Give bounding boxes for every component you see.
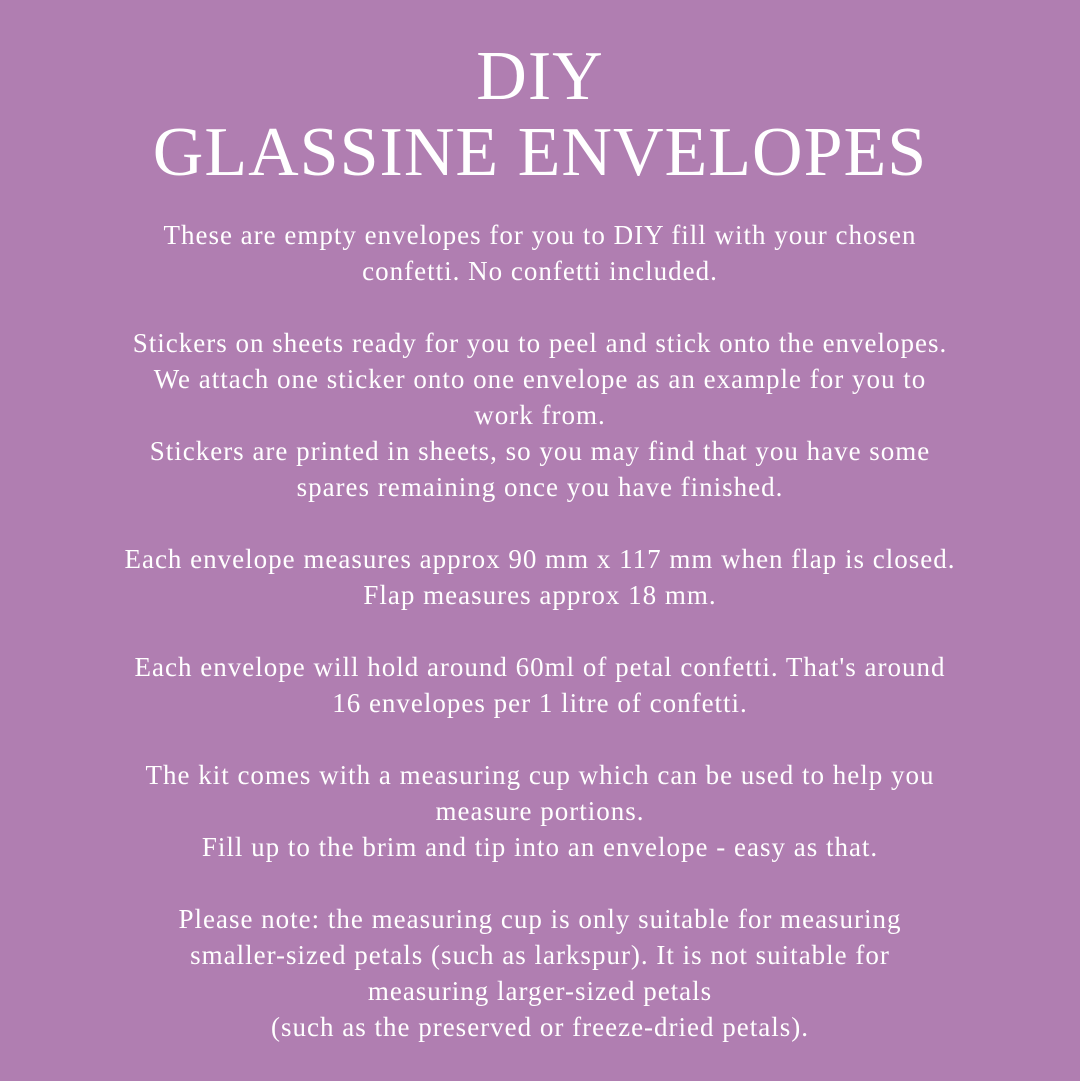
intro-paragraph: [0, 217, 1080, 289]
measuring-cup-line: Fill up to the brim and tip into an envelope - easy as that.: [201, 832, 879, 862]
capacity-paragraph: [0, 649, 1080, 721]
stickers-line: We attach one sticker onto one envelope as an example for you to: [153, 364, 927, 394]
note-line: Please note: the measuring cup is only suitable for measuring: [178, 904, 902, 934]
note-line: measuring larger-sized petals: [367, 976, 713, 1006]
capacity-line: Each envelope will hold around 60ml of petal confetti. That's around: [134, 652, 946, 682]
capacity-line: 16 envelopes per 1 litre of confetti.: [332, 688, 748, 718]
measuring-cup-line: The kit comes with a measuring cup which can be used to help you: [145, 760, 935, 790]
stickers-line: Stickers on sheets ready for you to peel and stick onto the envelopes.: [132, 328, 948, 358]
stickers-paragraph: [0, 325, 1080, 505]
dimensions-paragraph: [0, 541, 1080, 613]
dimensions-line: Each envelope measures approx 90 mm x 117 mm when flap is closed.: [124, 544, 956, 574]
measuring-cup-line: measure portions.: [435, 796, 645, 826]
intro-line: confetti. No confetti included.: [362, 256, 718, 286]
stickers-line: spares remaining once you have finished.: [296, 472, 784, 502]
page-title-line-1: DIY: [476, 38, 604, 115]
dimensions-line: Flap measures approx 18 mm.: [363, 580, 717, 610]
note-line: smaller-sized petals (such as larkspur). It is not suitable for: [190, 940, 890, 970]
page-title-line-2: GLASSINE ENVELOPES: [152, 114, 928, 191]
stickers-line: work from.: [474, 400, 606, 430]
measuring-cup-paragraph: [0, 757, 1080, 865]
note-paragraph: [0, 901, 1080, 1045]
stickers-line: Stickers are printed in sheets, so you may find that you have some: [149, 436, 931, 466]
note-line: (such as the preserved or freeze-dried petals).: [271, 1012, 809, 1042]
intro-line: These are empty envelopes for you to DIY fill with your chosen: [163, 220, 917, 250]
description-body: [0, 217, 1080, 1081]
